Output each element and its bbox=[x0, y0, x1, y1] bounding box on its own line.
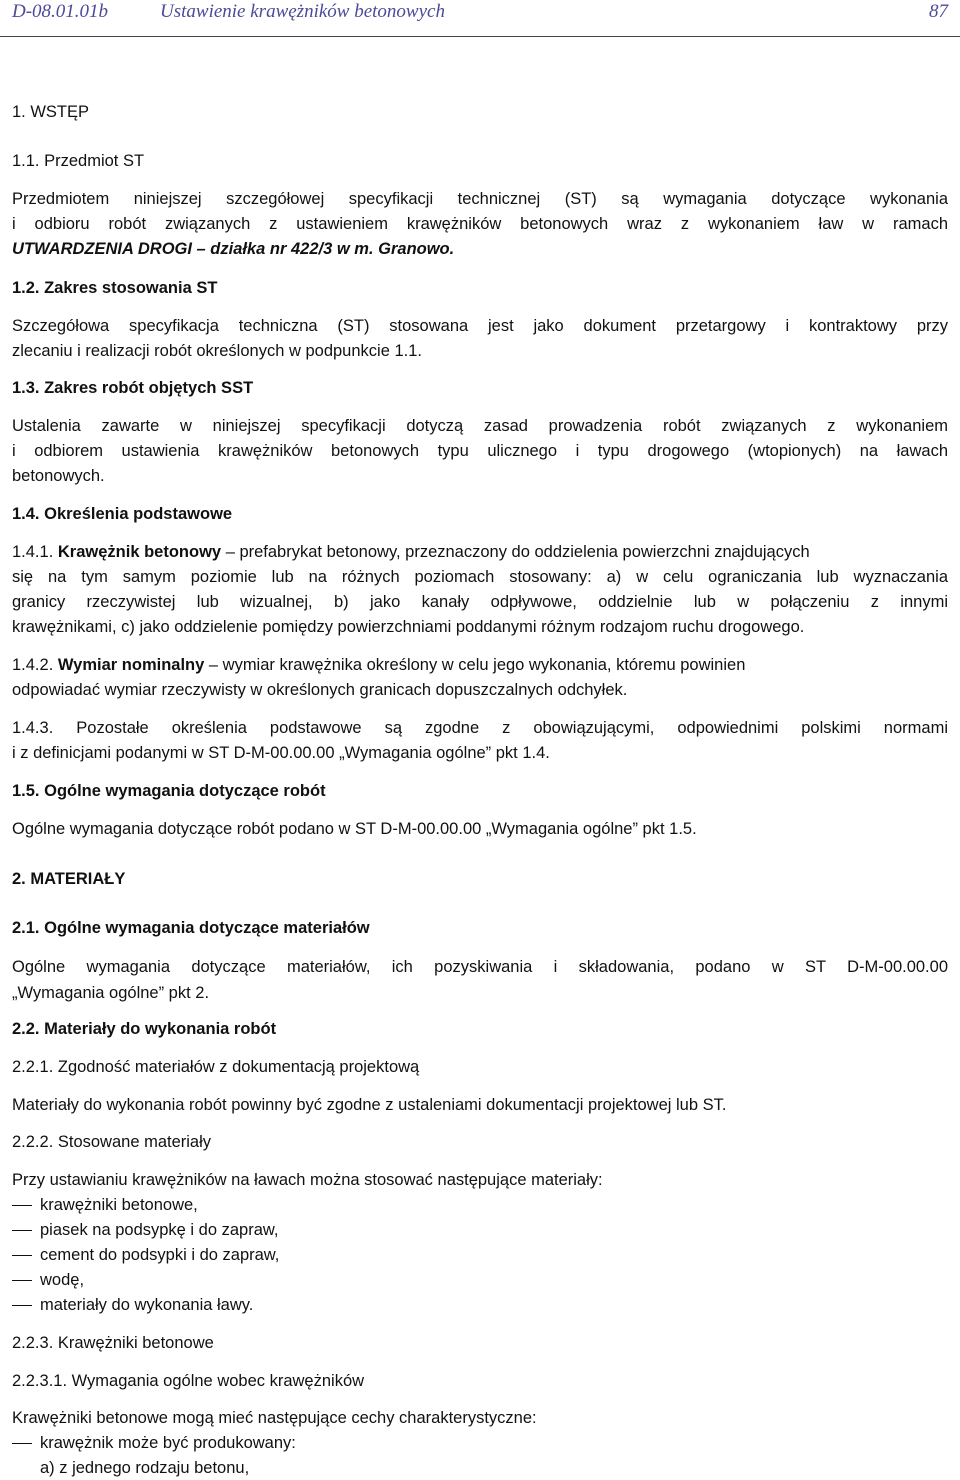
section-heading-1-5: 1.5. Ogólne wymagania dotyczące robót bbox=[12, 782, 326, 800]
list-dash bbox=[12, 1255, 32, 1256]
list-dash bbox=[12, 1230, 32, 1231]
paragraph-2-2-2: Przy ustawianiu krawężników na ławach można stosować następujące materiały: bbox=[12, 1171, 603, 1189]
header-title: Ustawienie krawężników betonowych bbox=[160, 1, 445, 22]
definition-1-4-1 bbox=[12, 541, 810, 563]
header-spec-code: D-08.01.01b bbox=[12, 1, 109, 22]
definition-1-4-1-line: granicy rzeczywistej lub wizualnej, b) jako kanały odpływowe, oddzielnie lub w połączeniu z innymi bbox=[12, 593, 948, 611]
paragraph-1-3-line: betonowych. bbox=[12, 467, 105, 485]
paragraph-2-1-line: Ogólne wymagania dotyczące materiałów, ich pozyskiwania i składowania, podano w ST D-M-00.00.00 bbox=[12, 958, 948, 976]
definition-1-4-2-line: odpowiadać wymiar rzeczywisty w określonych granicach dopuszczalnych odchyłek. bbox=[12, 681, 628, 699]
section-heading-1-1: 1.1. Przedmiot ST bbox=[12, 152, 145, 170]
list-item: materiały do wykonania ławy. bbox=[40, 1296, 254, 1314]
paragraph-1-1-line: i odbioru robót związanych z ustawieniem krawężników betonowych wraz z wykonaniem ław w ramach bbox=[12, 215, 948, 233]
definition-1-4-1-line: się na tym samym poziomie lub na różnych poziomach stosowany: a) w celu ograniczania lub wyznaczania bbox=[12, 568, 948, 586]
section-heading-1-3: 1.3. Zakres robót objętych SST bbox=[12, 379, 254, 397]
definition-1-4-3-line: i z definicjami podanymi w ST D-M-00.00.00 „Wymagania ogólne” pkt 1.4. bbox=[12, 744, 550, 762]
section-heading-2-2-2: 2.2.2. Stosowane materiały bbox=[12, 1133, 212, 1151]
definition-number: 1.4.2. bbox=[12, 656, 54, 674]
section-heading-1-2: 1.2. Zakres stosowania ST bbox=[12, 279, 218, 297]
paragraph-2-2-1: Materiały do wykonania robót powinny być zgodne z ustaleniami dokumentacji projektowej lub ST. bbox=[12, 1096, 727, 1114]
section-heading-2-2: 2.2. Materiały do wykonania robót bbox=[12, 1020, 277, 1038]
paragraph-1-5: Ogólne wymagania dotyczące robót podano w ST D-M-00.00.00 „Wymagania ogólne” pkt 1.5. bbox=[12, 820, 697, 838]
definition-term: Wymiar nominalny bbox=[57, 656, 205, 674]
section-heading-2-2-3: 2.2.3. Krawężniki betonowe bbox=[12, 1334, 214, 1352]
paragraph-2-2-3-1: Krawężniki betonowe mogą mieć następujące cechy charakterystyczne: bbox=[12, 1409, 537, 1427]
section-heading-2: 2. MATERIAŁY bbox=[12, 870, 126, 888]
list-item: cement do podsypki i do zapraw, bbox=[40, 1246, 280, 1264]
paragraph-1-3-line: i odbiorem ustawienia krawężników betonowych typu ulicznego i typu drogowego (wtopionych) na ławach bbox=[12, 442, 948, 460]
page-header bbox=[0, 0, 960, 37]
list-dash bbox=[12, 1205, 32, 1206]
definition-text: – prefabrykat betonowy, przeznaczony do oddzielenia powierzchni znajdujących bbox=[225, 543, 810, 561]
definition-1-4-3-line: 1.4.3. Pozostałe określenia podstawowe są zgodne z obowiązującymi, odpowiednimi polskimi normami bbox=[12, 719, 948, 737]
list-dash bbox=[12, 1443, 32, 1444]
list-item: krawężniki betonowe, bbox=[40, 1196, 198, 1214]
definition-1-4-2 bbox=[12, 654, 745, 676]
definition-term: Krawężnik betonowy bbox=[57, 543, 222, 561]
paragraph-2-1-line: „Wymagania ogólne” pkt 2. bbox=[12, 984, 210, 1002]
list-dash bbox=[12, 1305, 32, 1306]
section-heading-2-1: 2.1. Ogólne wymagania dotyczące materiałów bbox=[12, 919, 370, 937]
list-item: krawężnik może być produkowany: bbox=[40, 1434, 296, 1452]
header-page-number: 87 bbox=[929, 1, 948, 22]
list-item: wodę, bbox=[40, 1271, 85, 1289]
definition-text: – wymiar krawężnika określony w celu jego wykonania, któremu powinien bbox=[208, 656, 746, 674]
list-subitem: a) z jednego rodzaju betonu, bbox=[40, 1459, 250, 1477]
definition-number: 1.4.1. bbox=[12, 543, 54, 561]
section-heading-1: 1. WSTĘP bbox=[12, 103, 90, 121]
definition-1-4-1-line: krawężnikami, c) jako oddzielenie pomiędzy powierzchniami poddanymi różnym rodzajom ruchu drogowego. bbox=[12, 618, 805, 636]
section-heading-2-2-3-1: 2.2.3.1. Wymagania ogólne wobec krawężników bbox=[12, 1372, 365, 1390]
list-item: piasek na podsypkę i do zapraw, bbox=[40, 1221, 279, 1239]
list-dash bbox=[12, 1280, 32, 1281]
section-heading-2-2-1: 2.2.1. Zgodność materiałów z dokumentacją projektową bbox=[12, 1058, 420, 1076]
paragraph-1-1-line: Przedmiotem niniejszej szczegółowej specyfikacji technicznej (ST) są wymagania dotyczące wykonania bbox=[12, 190, 948, 208]
paragraph-1-3-line: Ustalenia zawarte w niniejszej specyfikacji dotyczą zasad prowadzenia robót związanych z wykonaniem bbox=[12, 417, 948, 435]
paragraph-1-2-line: zlecaniu i realizacji robót określonych w podpunkcie 1.1. bbox=[12, 342, 422, 360]
paragraph-1-2-line: Szczegółowa specyfikacja techniczna (ST) stosowana jest jako dokument przetargowy i kontraktowy przy bbox=[12, 317, 948, 335]
paragraph-1-1-line: UTWARDZENIA DROGI – działka nr 422/3 w m. Granowo. bbox=[12, 240, 455, 258]
section-heading-1-4: 1.4. Określenia podstawowe bbox=[12, 505, 233, 523]
